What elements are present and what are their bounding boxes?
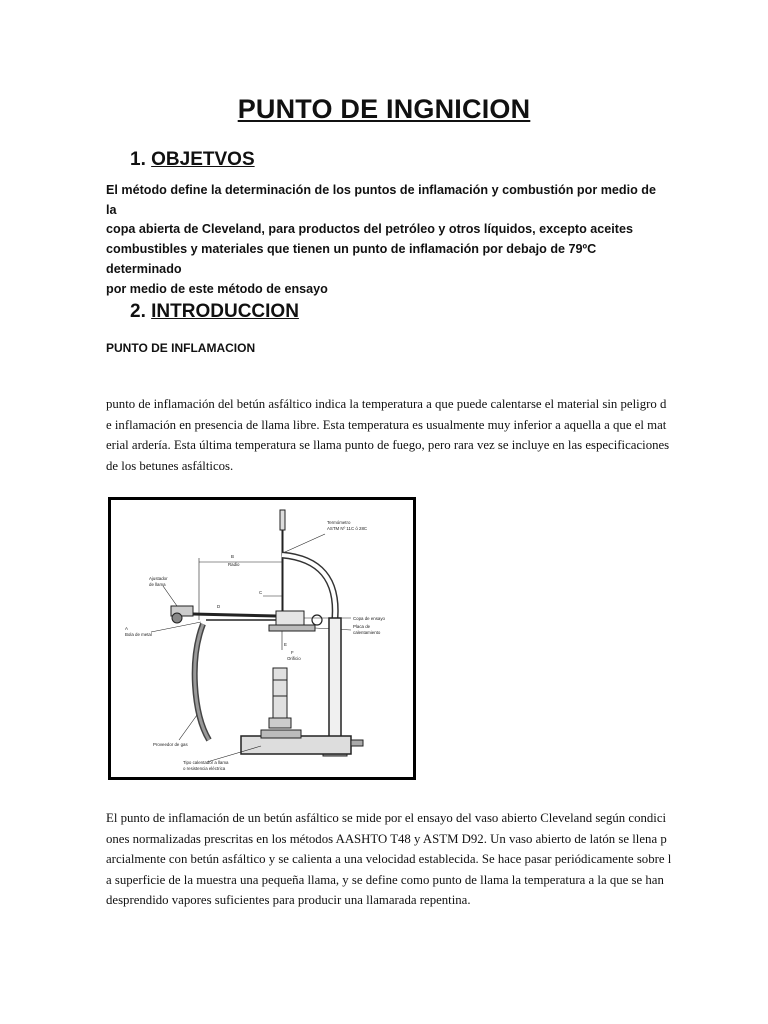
- stand-column: [329, 618, 341, 750]
- paragraph-line: arcialmente con betún asfáltico y se calienta a una velocidad establecida. Se hace pasar periódicamente sobre l: [106, 852, 672, 866]
- test-cup: [276, 611, 304, 625]
- section-1-heading: [130, 149, 255, 171]
- apparatus-base: [241, 736, 351, 754]
- section-2-heading: [130, 301, 299, 323]
- paragraph-line: punto de inflamación del betún asfáltico indica la temperatura a que puede calentarse el material sin peligro d: [106, 397, 667, 411]
- label-plate: Placa de: [353, 624, 371, 629]
- label-a: A: [125, 626, 128, 631]
- section-2-number: 2.: [130, 301, 146, 322]
- label-orifice: Orificio: [287, 656, 301, 661]
- intro-paragraph-2: [106, 808, 672, 911]
- gas-pipe: [193, 614, 276, 616]
- label-radius: Radio: [228, 562, 240, 567]
- apparatus-diagram: [111, 500, 413, 777]
- objectives-line: por medio de este método de ensayo: [106, 281, 328, 296]
- paragraph-line: El punto de inflamación de un betún asfáltico se mide por el ensayo del vaso abierto Cleveland según condici: [106, 811, 667, 825]
- paragraph-line: de los betunes asfálticos.: [106, 458, 234, 473]
- paragraph-line: e inflamación en presencia de llama libre. Esta temperatura es usualmente muy inferior a aquella a que el mat: [106, 417, 667, 432]
- intro-paragraph-1: [106, 394, 670, 476]
- label-d: D: [217, 604, 221, 609]
- label-adjuster-2: de llama: [149, 582, 166, 587]
- objectives-line: copa abierta de Cleveland, para productos del petróleo y otros líquidos, excepto aceites: [106, 222, 633, 237]
- burner: [273, 668, 287, 718]
- label-gas-supply: Proveedor de gas: [153, 742, 188, 747]
- thermometer-bulb-top: [280, 510, 285, 530]
- section-2-title: INTRODUCCION: [151, 301, 299, 322]
- label-test-cup: Copa de ensayo: [353, 616, 385, 621]
- label-c: C: [259, 590, 263, 595]
- objectives-line: El método define la determinación de los puntos de inflamación y combustión por medio de la: [106, 183, 656, 217]
- label-f: F: [291, 650, 294, 655]
- label-thermometer: Termómetro: [327, 520, 351, 525]
- label-plate-2: calentamiento: [353, 630, 381, 635]
- paragraph-line: erial ardería. Esta última temperatura se llama punto de fuego, pero rara vez se incluye en las especificaciones: [106, 438, 670, 452]
- label-b: B: [231, 554, 234, 559]
- document-title: PUNTO DE INGNICION: [237, 94, 531, 124]
- paragraph-line: ones normalizadas prescritas en los métodos AASHTO T48 y ASTM D92. Un vaso abierto de latón se llena p: [106, 831, 667, 846]
- cleveland-apparatus-figure: [108, 497, 416, 780]
- support-arm: [282, 555, 335, 618]
- section-1-title: OBJETVOS: [151, 149, 255, 170]
- label-e: E: [284, 642, 287, 647]
- label-thermometer-spec: ASTM Nº 11C ó 28C: [327, 526, 368, 531]
- label-adjuster: Ajustador: [149, 576, 168, 581]
- paragraph-line: a superficie de la muestra una pequeña llama, y se define como punto de llama la temperatura a la que se han: [106, 872, 664, 887]
- label-metal-ball: Bola de metal: [125, 632, 152, 637]
- heating-plate: [269, 625, 315, 631]
- subheading-flash-point: PUNTO DE INFLAMACION: [106, 341, 256, 355]
- paragraph-line: desprendido vapores suficientes para producir una llamarada repentina.: [106, 893, 471, 907]
- label-heater-2: o resistencia eléctrica: [183, 766, 226, 771]
- objectives-paragraph: [106, 181, 666, 299]
- objectives-line: combustibles y materiales que tienen un punto de inflamación por debajo de 79ºC determinado: [106, 242, 597, 276]
- section-1-number: 1.: [130, 149, 146, 170]
- label-heater: Tipo calentador a llama: [183, 760, 229, 765]
